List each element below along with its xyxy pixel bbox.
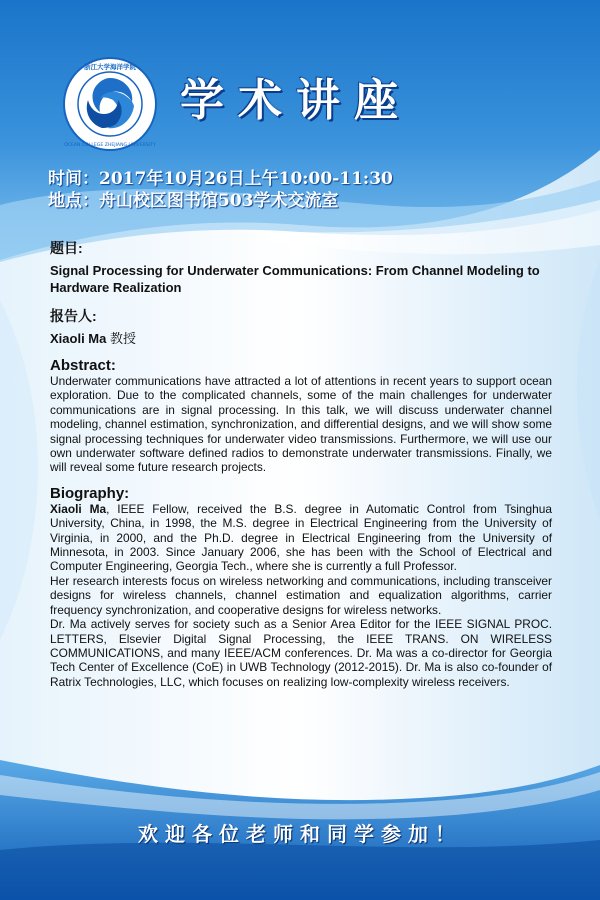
page-title: 学术讲座 — [180, 75, 412, 126]
lecture-location: 地点：舟山校区图书馆503学术交流室 — [48, 191, 339, 211]
speaker-title: 教授 — [106, 331, 136, 346]
school-seal-icon — [62, 56, 158, 152]
biography-name: Xiaoli Ma — [50, 501, 107, 516]
speaker-heading: 报告人: — [50, 308, 97, 324]
biography-paragraph-1 — [50, 502, 552, 574]
lecture-time: 时间：2017年10月26日上午10:00-11:30 — [48, 169, 393, 189]
topic-heading: 题目: — [50, 240, 83, 256]
abstract-heading: Abstract: — [50, 357, 116, 374]
topic-text: Signal Processing for Underwater Communications: From Channel Modeling to Hardware Realization — [50, 263, 540, 295]
abstract-text: Underwater communications have attracted a lot of attentions in recent years to support ocean exploration. Due to the complicated channels, some of the main challenges for underwater communications are in signal processing. In this talk, we will discuss underwater channel modeling, channel estimation, synchronization, and differential designs, and we will show some signal processing techniques for underwater video transmissions. Furthermore, we will use our own underwater software defined radios to demonstrate underwater transmissions. Finally, we will reveal some future research projects. — [50, 374, 552, 475]
svg-text:OCEAN COLLEGE ZHEJIANG UNIVERS: OCEAN COLLEGE ZHEJIANG UNIVERSITY — [64, 143, 156, 148]
lecture-content — [50, 238, 552, 689]
biography-paragraph-2: Her research interests focus on wireless networking and communications, including transceiver designs for wireless channels, channel estimation and equalization algorithms, carrier frequency synchronization, and cooperative designs for wireless networks. — [50, 573, 552, 617]
biography-paragraph-3: Dr. Ma actively serves for society such as a Senior Area Editor for the IEEE SIGNAL PROC. LETTERS, Elsevier Digital Signal Processing, the IEEE TRANS. ON WIRELESS COMMUNICATIONS, and many IEEE/ACM conferences. Dr. Ma was a co-director for Georgia Tech Center of Excellence (CoE) in UWB Technology (2012-2015). Dr. Ma is also co-founder of Ratrix Technologies, LLC, which focuses on realizing low-complexity wireless receivers. — [50, 617, 552, 689]
speaker-name: Xiaoli Ma — [50, 331, 107, 346]
biography-p1-text: , IEEE Fellow, received the B.S. degree in Automatic Control from Tsinghua University, China, in 1998, the M.S. degree in Electrical Engineering from the University of Virginia, in 2000, and the Ph.D. degree in Electrical Engineering from the University of Minnesota, in 2003. Since January 2006, she has been with the School of Electrical and Computer Engineering, Georgia Tech., where she is currently a full Professor. — [50, 501, 552, 574]
svg-text:浙江大学海洋学院: 浙江大学海洋学院 — [84, 63, 136, 71]
welcome-banner: 欢迎各位老师和同学参加！ — [138, 822, 462, 846]
speaker-line — [50, 328, 552, 347]
school-logo — [62, 56, 158, 152]
biography-heading: Biography: — [50, 484, 130, 502]
